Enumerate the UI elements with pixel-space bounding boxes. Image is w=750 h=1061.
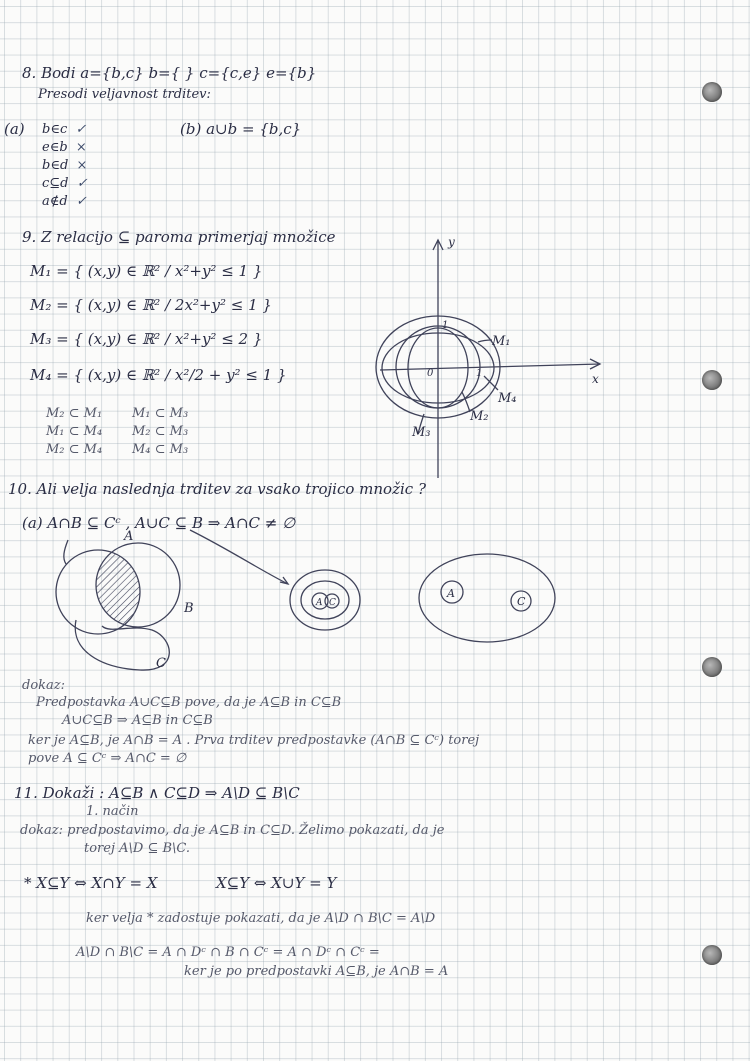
m4-pointer (484, 376, 498, 390)
m1-label: M₁ (492, 334, 511, 349)
set-definition-m4: M₄ = { (x,y) ∈ ℝ² / x²/2 + y² ≤ 1 } (30, 366, 287, 384)
relation-item: M₂ ⊂ M₃ (132, 424, 189, 439)
problem-8-heading: 8. Bodi a={b,c} b={ } c={c,e} e={b} (22, 64, 317, 82)
sets-graph (380, 230, 620, 480)
problem-10-part-a: (a) A∩B ⊆ Cᶜ , A∪C ⊆ B ⇒ A∩C ≠ ∅ (22, 514, 296, 532)
proof-label: dokaz: (22, 678, 66, 693)
relation-item: M₄ ⊂ M₃ (132, 442, 189, 457)
venn-label-c: C (156, 656, 166, 671)
statement-item: a∉d ✓ (42, 194, 87, 209)
m3-label: M₃ (412, 425, 431, 440)
hatched-region-pointer (64, 540, 68, 564)
y-tick-label: 1 (442, 320, 449, 331)
x-tick-label: 1 (476, 368, 483, 379)
origin-label: 0 (427, 368, 434, 379)
problem-9-heading: 9. Z relacijo ⊆ paroma primerjaj množice (22, 228, 336, 246)
venn-label-b: B (184, 601, 194, 616)
statement-item: b∈d × (42, 158, 88, 173)
punch-hole (702, 82, 722, 102)
set-definition-m2: M₂ = { (x,y) ∈ ℝ² / 2x²+y² ≤ 1 } (30, 296, 272, 314)
y-axis-label: y (448, 235, 455, 249)
subset-identity: * X⊆Y ⇔ X∩Y = X (24, 874, 158, 892)
example2-label-c: C (517, 595, 526, 608)
proof-line: Predpostavka A∪C⊆B pove, da je A⊆B in C⊆B (36, 695, 342, 710)
punch-hole (702, 657, 722, 677)
m4-label: M₄ (498, 391, 517, 406)
m2-label: M₂ (470, 409, 489, 424)
problem-8-part-a-label: (a) (4, 120, 25, 138)
proof-method-label: 1. način (86, 804, 139, 819)
venn-label-a: A (124, 529, 134, 544)
relation-item: M₂ ⊂ M₁ (46, 406, 103, 421)
subset-identity: X⊆Y ⇔ X∪Y = Y (216, 874, 337, 892)
proof-line: torej A\D ⊆ B\C. (84, 841, 191, 856)
x-axis-label: x (592, 372, 599, 386)
example2-label-a: A (447, 587, 455, 600)
proof-line: ker velja * zadostuje pokazati, da je A\D ∩ B\C = A\D (86, 911, 436, 926)
relation-item: M₁ ⊂ M₄ (46, 424, 103, 439)
set-definition-m3: M₃ = { (x,y) ∈ ℝ² / x²+y² ≤ 2 } (30, 330, 263, 348)
punch-hole (702, 370, 722, 390)
proof-line: dokaz: predpostavimo, da je A⊆B in C⊆D. Želimo pokazati, da je (20, 823, 445, 838)
proof-line: A∪C⊆B ⇒ A⊆B in C⊆B (62, 713, 213, 728)
problem-11-heading: 11. Dokaži : A⊆B ∧ C⊆D ⇒ A\D ⊆ B\C (14, 784, 300, 802)
proof-line: pove A ⊆ Cᶜ ⇒ A∩C = ∅ (28, 751, 187, 766)
problem-8-part-b: (b) a∪b = {b,c} (180, 120, 302, 138)
set-definition-m1: M₁ = { (x,y) ∈ ℝ² / x²+y² ≤ 1 } (30, 262, 263, 280)
m1-pointer (478, 340, 492, 342)
proof-line: ker je po predpostavki A⊆B, je A∩B = A (184, 964, 449, 979)
relation-item: M₂ ⊂ M₄ (46, 442, 103, 457)
venn-diagrams (40, 530, 580, 680)
statement-item: c⊆d ✓ (42, 176, 88, 191)
example1-label-a: A (316, 598, 323, 608)
proof-line: A\D ∩ B\C = A ∩ Dᶜ ∩ B ∩ Cᶜ = A ∩ Dᶜ ∩ Cᶜ = (76, 945, 380, 960)
proof-line: ker je A⊆B, je A∩B = A . Prva trditev predpostavke (A∩B ⊆ Cᶜ) torej (28, 733, 480, 748)
statement-item: e∈b × (42, 140, 87, 155)
problem-8-instruction: Presodi veljavnost trditev: (38, 87, 211, 102)
problem-10-heading: 10. Ali velja naslednja trditev za vsako trojico množic ? (8, 480, 426, 498)
punch-hole (702, 945, 722, 965)
example1-label-c: C (329, 598, 336, 608)
arrow-line (190, 530, 288, 584)
example2-set-b (419, 554, 555, 642)
relation-item: M₁ ⊂ M₃ (132, 406, 189, 421)
statement-item: b∈c ✓ (42, 122, 87, 137)
x-axis (380, 364, 600, 370)
